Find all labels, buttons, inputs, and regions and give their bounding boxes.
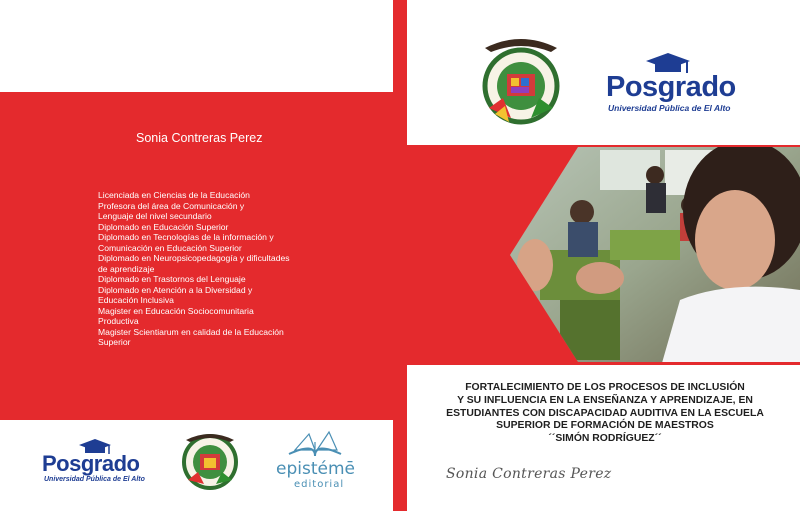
bio-line: Diplomado en Educación Superior: [98, 221, 229, 232]
bio-line: Licenciada en Ciencias de la Educación: [98, 190, 250, 200]
book-title: [420, 382, 790, 446]
bio-line: Lenguaje del nivel secundario: [98, 211, 212, 221]
title-line: Y SU INFLUENCIA EN LA ENSEÑANZA Y APRENDIZAJE, EN: [457, 394, 753, 406]
bio-line: Diplomado en Trastornos del Lenguaje: [98, 274, 246, 284]
bio-line: Productiva: [98, 316, 139, 326]
back-university-seal: [178, 428, 242, 492]
bio-line: Diplomado en Tecnologías de la información y: [98, 232, 274, 242]
title-line: SUPERIOR DE FORMACIÓN DE MAESTROS: [496, 420, 714, 432]
bio-line: de aprendizaje: [98, 263, 155, 274]
front-cover-red-band: [407, 145, 800, 365]
bio-line: Magister en Educación Sociocomunitaria: [98, 305, 254, 316]
title-line: ESTUDIANTES CON DISCAPACIDAD AUDITIVA EN LA ESCUELA: [446, 407, 764, 419]
front-posgrado-sub: Universidad Pública de El Alto: [608, 103, 731, 113]
episteme-word: epistémē: [276, 459, 355, 479]
front-posgrado-word: Posgrado: [606, 71, 736, 103]
bio-line: Educación Inclusiva: [98, 295, 174, 305]
title-line: FORTALECIMIENTO DE LOS PROCESOS DE INCLUSIÓN: [465, 382, 745, 393]
back-author-name: Sonia Contreras Perez: [136, 131, 263, 145]
spine: [393, 0, 407, 511]
bio-line: Diplomado en Atención a la Diversidad y: [98, 284, 253, 295]
episteme-sub: editorial: [294, 479, 345, 490]
front-author-name: Sonia Contreras Perez: [446, 466, 612, 482]
bio-line: Profesora del área de Comunicación y: [98, 200, 245, 211]
title-line: ´´SIMÓN RODRÍGUEZ´´: [548, 433, 662, 445]
back-posgrado-word: Posgrado: [42, 451, 140, 476]
back-posgrado-sub: Universidad Pública de El Alto: [44, 476, 145, 483]
bio-line: Superior: [98, 337, 131, 347]
open-book-icon: [285, 428, 345, 460]
bio-line: Magister Scientiarum en calidad de la Educación: [98, 326, 284, 337]
front-university-seal: [475, 34, 567, 130]
bio-line: Comunicación en Educación Superior: [98, 242, 242, 253]
bio-line: Diplomado en Neuropsicopedagogía y dificultades: [98, 253, 290, 263]
author-bio: [98, 190, 318, 348]
